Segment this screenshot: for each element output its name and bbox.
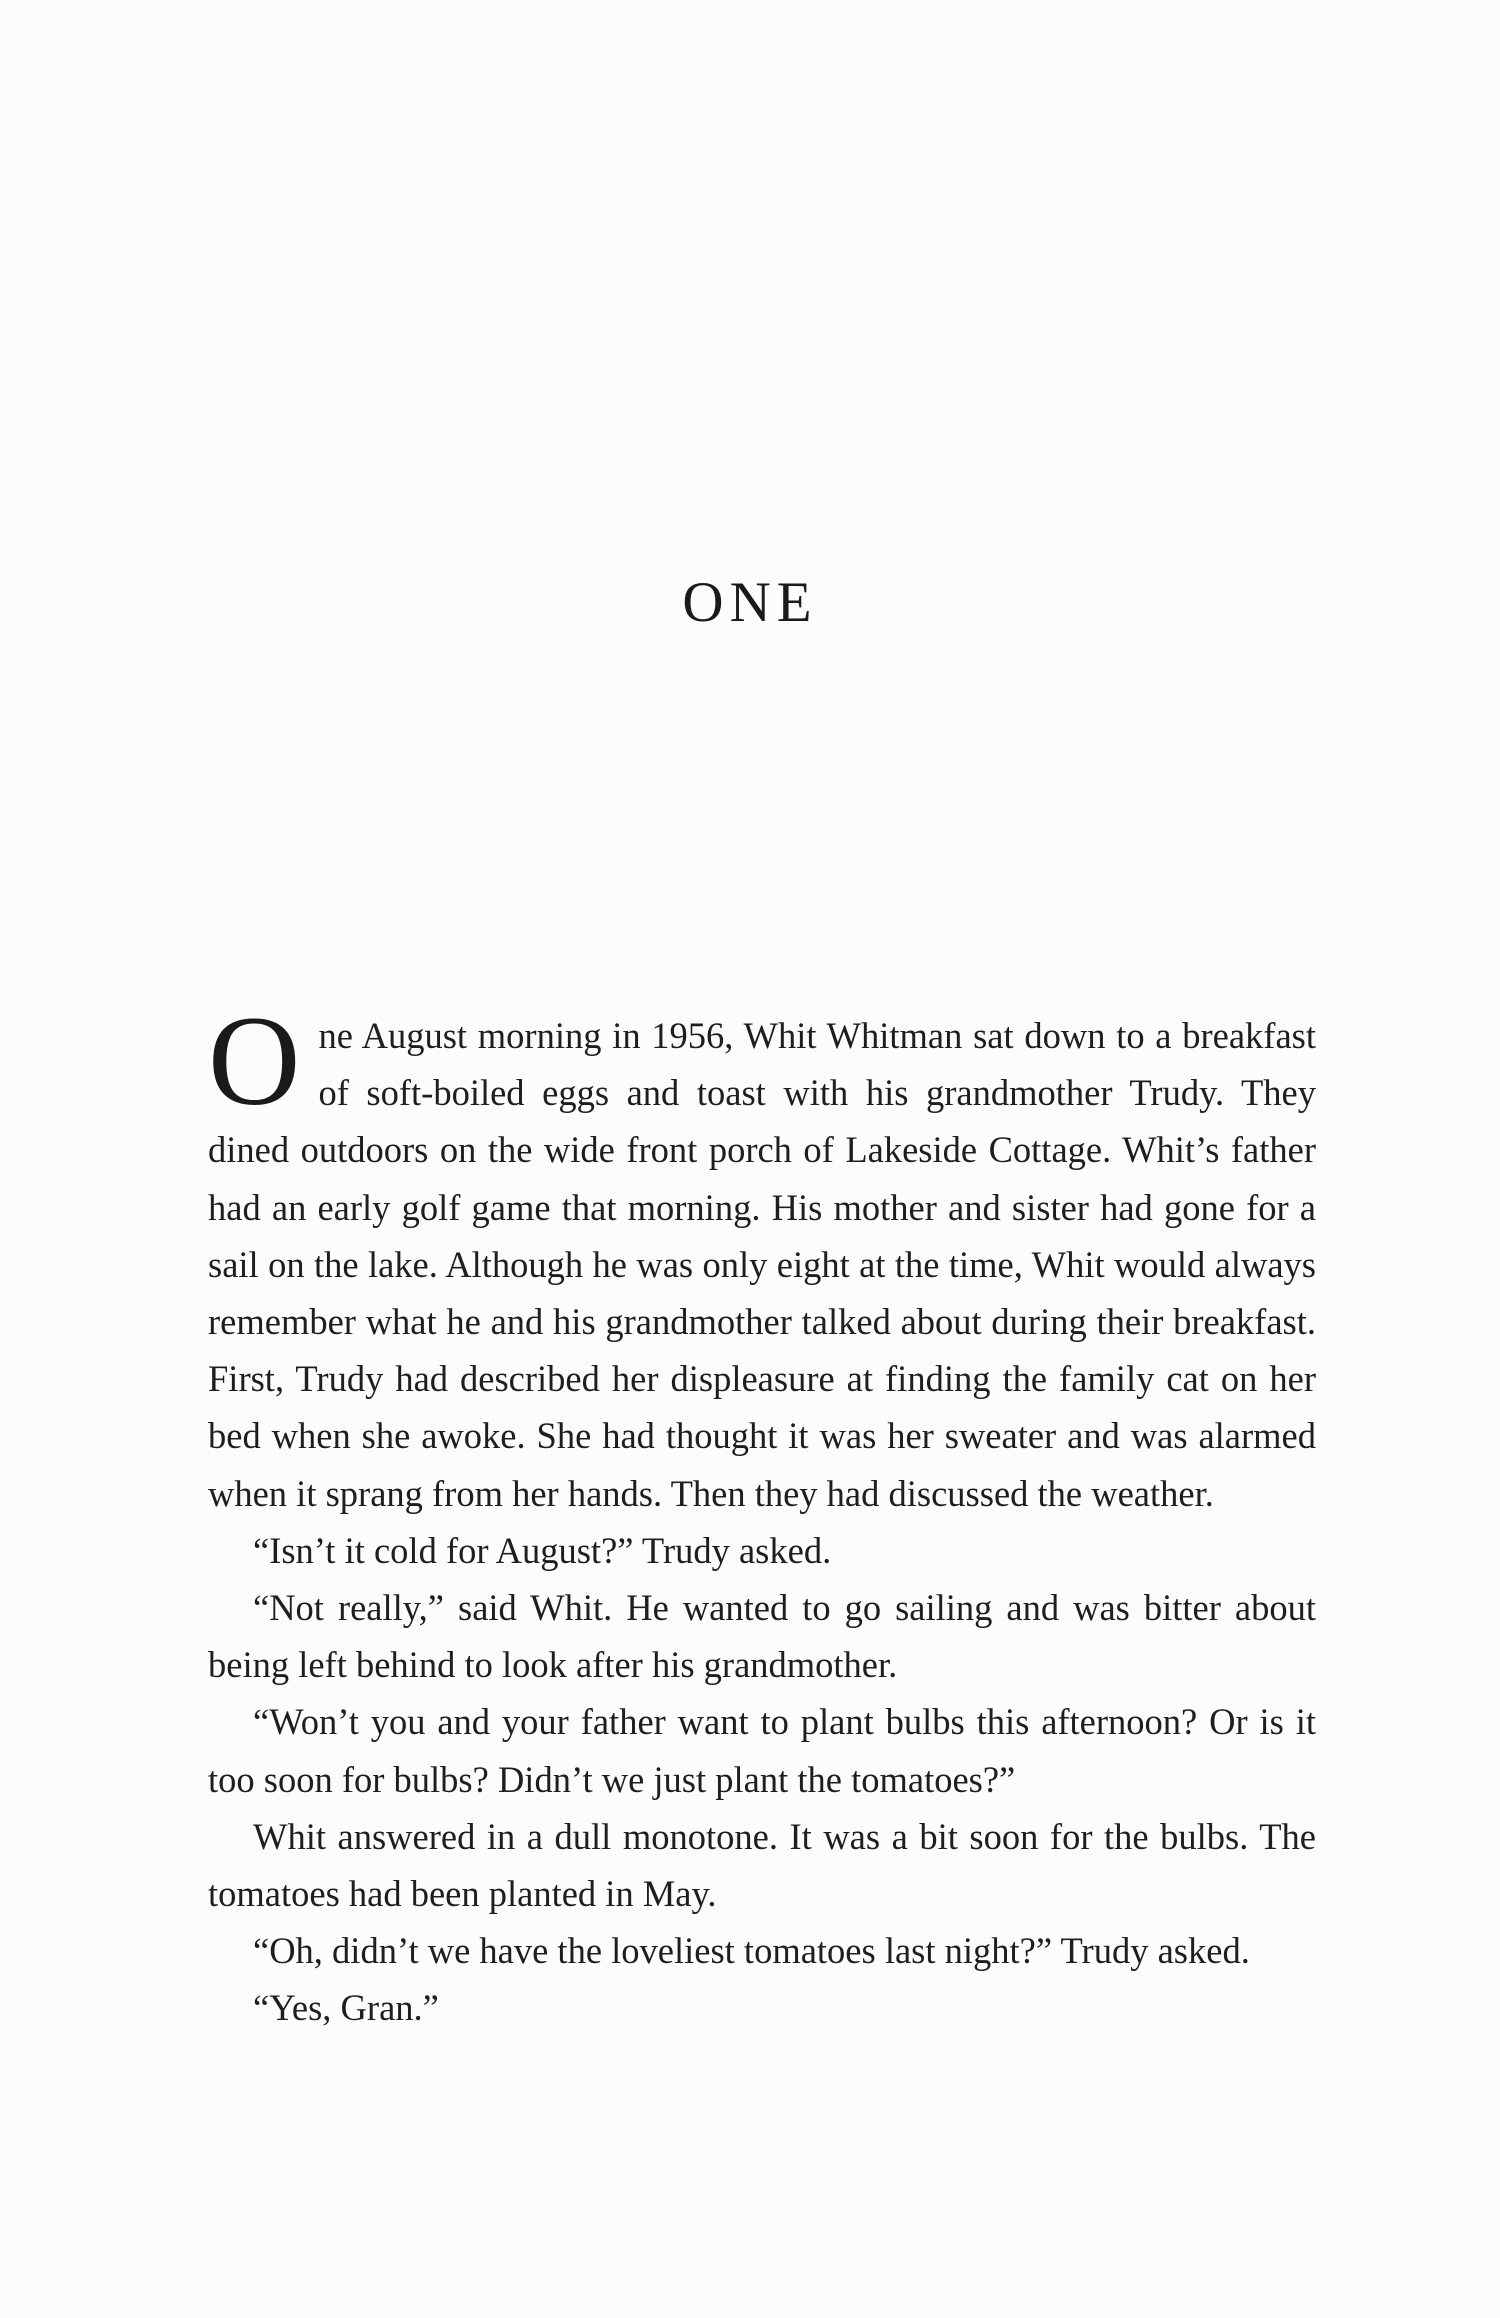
chapter-title: ONE bbox=[682, 571, 818, 634]
paragraph-2: “Isn’t it cold for August?” Trudy asked. bbox=[253, 1529, 832, 1571]
paragraph-1-text: ne August morning in 1956, Whit Whitman sat down to a breakfast of soft-boiled eggs and toast with his grandmother Trudy. They dined outdoors on the wide front porch of Lakeside Cottage. Whit’s father had an early golf game that morning. His mother and sister had gone for a sail on the lake. Although he was only eight at the time, Whit would always remember what he and his grandmother talked about during their breakfast. First, Trudy had described her displeasure at finding the family cat on her bed when she awoke. She had thought it was her sweater and was alarmed when it sprang from her hands. Then they had discussed the weather. bbox=[208, 1015, 1316, 1514]
paragraph-5: Whit answered in a dull monotone. It was a bit soon for the bulbs. The tomatoes had been planted in May. bbox=[208, 1815, 1316, 1915]
paragraph-4: “Won’t you and your father want to plant bulbs this afternoon? Or is it too soon for bulbs? Didn’t we just plant the tomatoes?” bbox=[208, 1701, 1316, 1800]
paragraph-1 bbox=[208, 990, 1316, 1522]
chapter-body bbox=[208, 990, 1316, 2037]
drop-cap: O bbox=[208, 990, 301, 1132]
paragraph-6: “Oh, didn’t we have the loveliest tomatoes last night?” Trudy asked. bbox=[253, 1930, 1250, 1972]
paragraph-7: “Yes, Gran.” bbox=[253, 1987, 439, 2029]
paragraph-3: “Not really,” said Whit. He wanted to go sailing and was bitter about being left behind to look after his grandmother. bbox=[208, 1587, 1316, 1686]
